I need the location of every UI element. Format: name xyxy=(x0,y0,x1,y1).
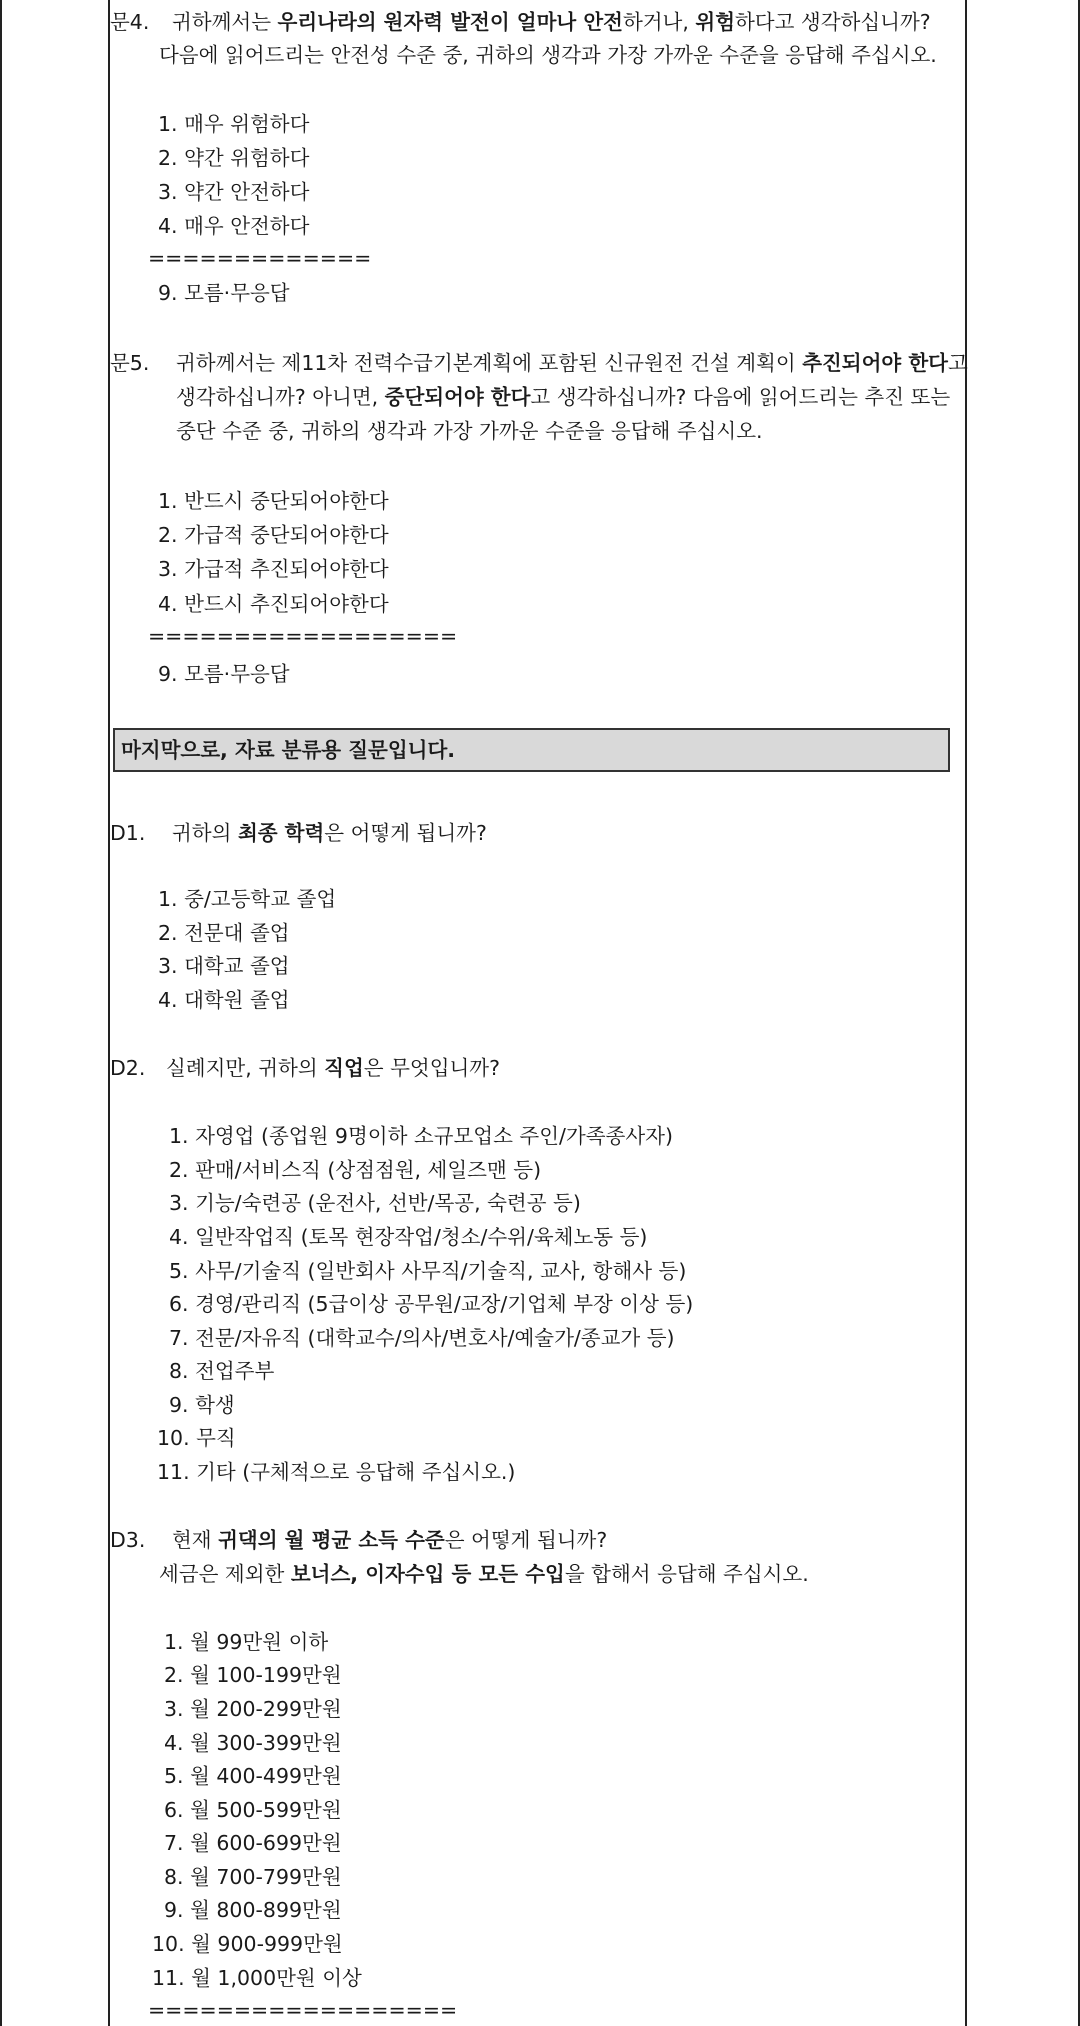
margin-line-right xyxy=(965,0,967,2026)
question-text-cont: 생각하십니까? 아니면, 중단되어야 한다고 생각하십니까? 다음에 읽어드리는 추진 또는 xyxy=(176,385,951,409)
answer-option: 1. 매우 위험하다 xyxy=(158,112,310,136)
option-divider: ================== xyxy=(148,624,458,648)
question-text: 실례지만, 귀하의 직업은 무엇입니까? xyxy=(166,1056,500,1080)
answer-option: 7. 월 600-699만원 xyxy=(164,1831,342,1855)
option-divider: ============= xyxy=(148,246,372,270)
answer-option: 1. 반드시 중단되어야한다 xyxy=(158,489,389,513)
question-text-cont: 중단 수준 중, 귀하의 생각과 가장 가까운 수준을 응답해 주십시오. xyxy=(176,419,763,443)
answer-option: 3. 대학교 졸업 xyxy=(158,954,290,978)
answer-option: 6. 월 500-599만원 xyxy=(164,1798,342,1822)
answer-option: 8. 월 700-799만원 xyxy=(164,1865,342,1889)
answer-option: 1. 중/고등학교 졸업 xyxy=(158,887,337,911)
answer-option: 5. 사무/기술직 (일반회사 사무직/기술직, 교사, 항해사 등) xyxy=(169,1259,687,1283)
answer-option: 10. 무직 xyxy=(157,1426,236,1450)
margin-line-left xyxy=(108,0,110,2026)
answer-option: 11. 월 1,000만원 이상 xyxy=(152,1966,362,1990)
question-text: 현재 귀댁의 월 평균 소득 수준은 어떻게 됩니까? xyxy=(172,1528,608,1552)
answer-option: 4. 일반작업직 (토목 현장작업/청소/수위/육체노동 등) xyxy=(169,1225,648,1249)
question-number: D3. xyxy=(110,1528,146,1552)
answer-option: 4. 대학원 졸업 xyxy=(158,988,290,1012)
answer-option: 5. 월 400-499만원 xyxy=(164,1764,342,1788)
question-number: 문5. xyxy=(110,351,150,375)
section-header-box xyxy=(113,728,950,772)
answer-option: 3. 월 200-299만원 xyxy=(164,1697,342,1721)
question-instruction: 세금은 제외한 보너스, 이자수입 등 모든 수입을 합해서 응답해 주십시오. xyxy=(159,1562,809,1586)
answer-option: 2. 가급적 중단되어야한다 xyxy=(158,523,389,547)
answer-option: 4. 월 300-399만원 xyxy=(164,1731,342,1755)
answer-option: 11. 기타 (구체적으로 응답해 주십시오.) xyxy=(157,1460,516,1484)
answer-option: 3. 가급적 추진되어야한다 xyxy=(158,557,389,581)
question-text: 귀하께서는 우리나라의 원자력 발전이 얼마나 안전하거나, 위험하다고 생각하십니까? xyxy=(172,10,931,34)
answer-option: 7. 전문/자유직 (대학교수/의사/변호사/예술가/종교가 등) xyxy=(169,1326,675,1350)
question-number: D1. xyxy=(110,821,146,845)
answer-option: 1. 자영업 (종업원 9명이하 소규모업소 주인/가족종사자) xyxy=(169,1124,673,1148)
answer-option: 8. 전업주부 xyxy=(169,1359,275,1383)
answer-option-dk: 9. 모름·무응답 xyxy=(158,281,290,305)
answer-option: 3. 약간 안전하다 xyxy=(158,180,310,204)
answer-option: 4. 반드시 추진되어야한다 xyxy=(158,592,389,616)
question-text: 귀하께서는 제11차 전력수급기본계획에 포함된 신규원전 건설 계획이 추진되어야 한다고 xyxy=(176,351,968,375)
answer-option: 6. 경영/관리직 (5급이상 공무원/교장/기업체 부장 이상 등) xyxy=(169,1292,694,1316)
answer-option: 4. 매우 안전하다 xyxy=(158,214,310,238)
answer-option: 9. 학생 xyxy=(169,1393,235,1417)
answer-option: 2. 전문대 졸업 xyxy=(158,921,290,945)
section-header: 마지막으로, 자료 분류용 질문입니다. xyxy=(121,738,456,762)
page-border-left xyxy=(0,0,2,2026)
question-number: D2. xyxy=(110,1056,146,1080)
answer-option: 2. 판매/서비스직 (상점점원, 세일즈맨 등) xyxy=(169,1158,542,1182)
answer-option: 10. 월 900-999만원 xyxy=(152,1932,343,1956)
answer-option: 2. 월 100-199만원 xyxy=(164,1663,342,1687)
question-text: 귀하의 최종 학력은 어떻게 됩니까? xyxy=(172,821,487,845)
answer-option: 3. 기능/숙련공 (운전사, 선반/목공, 숙련공 등) xyxy=(169,1191,581,1215)
answer-option-dk: 9. 모름·무응답 xyxy=(158,662,290,686)
answer-option: 9. 월 800-899만원 xyxy=(164,1898,342,1922)
option-divider: ================== xyxy=(148,1998,458,2022)
answer-option: 1. 월 99만원 이하 xyxy=(164,1630,329,1654)
question-number: 문4. xyxy=(110,10,150,34)
question-instruction: 다음에 읽어드리는 안전성 수준 중, 귀하의 생각과 가장 가까운 수준을 응답해 주십시오. xyxy=(159,43,937,67)
answer-option: 2. 약간 위험하다 xyxy=(158,146,310,170)
